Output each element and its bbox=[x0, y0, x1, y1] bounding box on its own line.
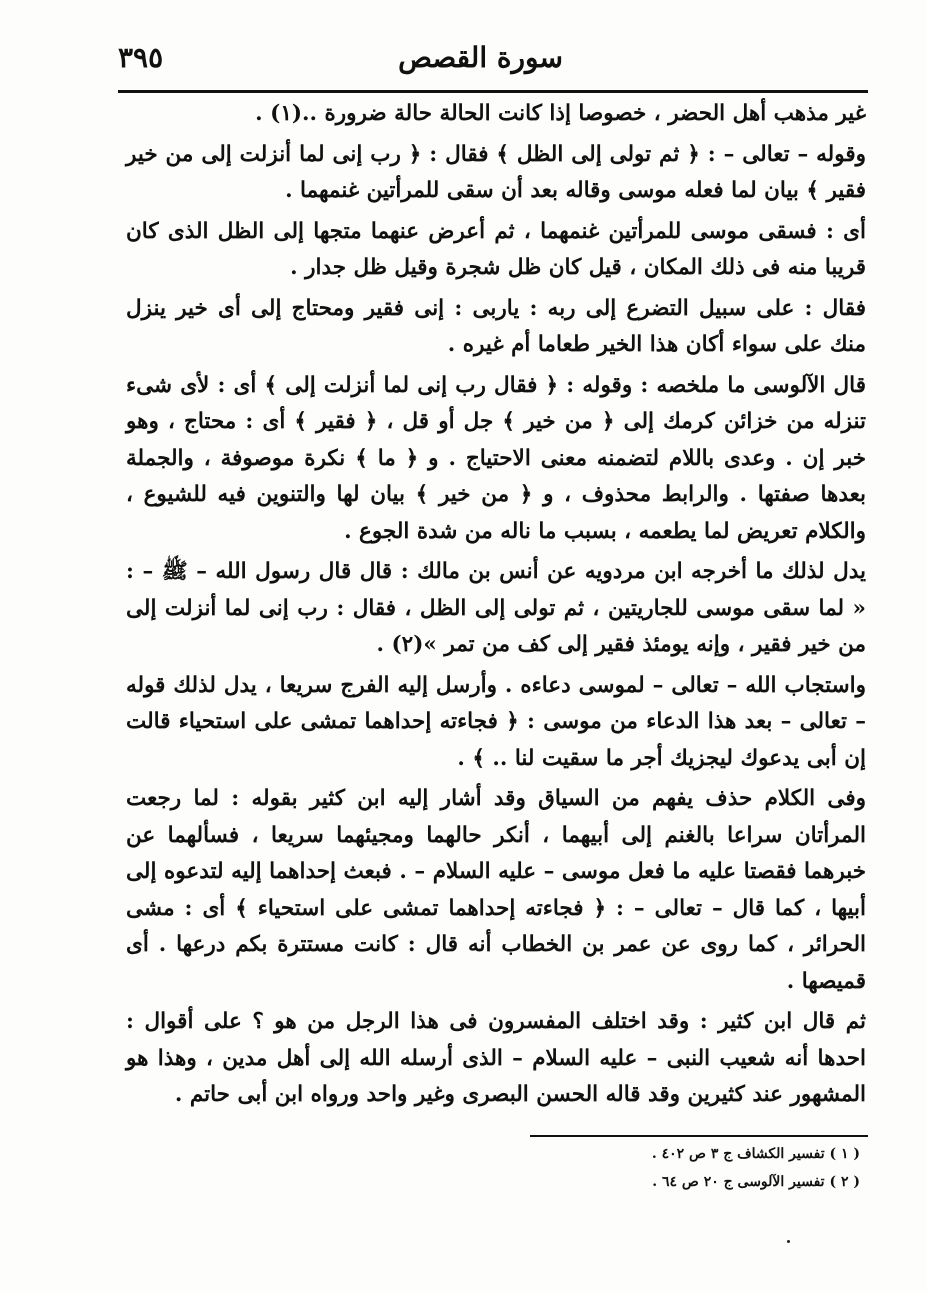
paragraph-8: وفى الكلام حذف يفهم من السياق وقد أشار إليه ابن كثير بقوله : لما رجعت المرأتان سراعا بالغنم إلى أبيهما ، أنكر حالهما ومجيئهما سريعا ، فسألهما عن خبرهما فقصتا عليه ما فعل موسى – عليه السلام – . فبعث إحداهما إليه لتدعوه إلى أبيها ، كما قال – تعالى – : ﴿ فجاءته إحداهما تمشى على استحياء ﴾ أى : مشى الحرائر ، كما روى عن عمر بن الخطاب أنه قال : كانت مستترة بكم درعها . أى قميصها . bbox=[126, 786, 866, 994]
running-head bbox=[118, 38, 863, 82]
header-divider bbox=[118, 90, 868, 93]
footnote-1: ( ١ ) تفسير الكشاف ج ٣ ص ٤٠٢ . bbox=[651, 1146, 860, 1162]
paragraph-7: واستجاب الله – تعالى – لموسى دعاءه . وأرسل إليه الفرج سريعا ، يدل لذلك قوله – تعالى – بعد هذا الدعاء من موسى : ﴿ فجاءته إحداهما تمشى على استحياء قالت إن أبى يدعوك ليجزيك أجر ما سقيت لنا .. ﴾ . bbox=[126, 672, 866, 771]
page-number: ٣٩٥ bbox=[118, 41, 164, 74]
print-speck bbox=[787, 1240, 790, 1243]
footnote-divider bbox=[530, 1135, 868, 1137]
paragraph-6: يدل لذلك ما أخرجه ابن مردويه عن أنس بن مالك : قال قال رسول الله – ﷺ – : « لما سقى موسى للجاريتين ، ثم تولى إلى الظل ، فقال : رب إنى لما أنزلت إلى من خير فقير ، وإنه يومئذ فقير إلى كف من تمر »(٢) . bbox=[126, 559, 866, 657]
paragraph-4: فقال : على سبيل التضرع إلى ربه : ياربى : إنى فقير ومحتاج إلى أى خير ينزل منك على سواء أكان هذا الخير طعاما أم غيره . bbox=[126, 295, 866, 357]
body-text bbox=[120, 96, 872, 1114]
surah-title: سورة القصص bbox=[398, 41, 563, 74]
footnote-2: ( ٢ ) تفسير الآلوسى ج ٢٠ ص ٦٤ . bbox=[652, 1174, 860, 1190]
paragraph-2: وقوله – تعالى – : ﴿ ثم تولى إلى الظل ﴾ فقال : ﴿ رب إنى لما أنزلت إلى من خير فقير ﴾ بيان لما فعله موسى وقاله بعد أن سقى للمرأتين غنمهما . bbox=[126, 141, 866, 203]
paragraph-1: غير مذهب أهل الحضر ، خصوصا إذا كانت الحالة حالة ضرورة ..(١) . bbox=[255, 101, 866, 126]
paragraph-5: قال الآلوسى ما ملخصه : وقوله : ﴿ فقال رب إنى لما أنزلت إلى ﴾ أى : لأى شىء تنزله من خزائن كرمك إلى ﴿ من خير ﴾ جل أو قل ، ﴿ فقير ﴾ أى : محتاج ، وهو خبر إن . وعدى باللام لتضمنه معنى الاحتياج . و ﴿ ما ﴾ نكرة موصوفة ، والجملة بعدها صفتها . والرابط محذوف ، و ﴿ من خير ﴾ بيان لها والتنوين فيه للشيوع ، والكلام تعريض لما يطعمه ، بسبب ما ناله من شدة الجوع . bbox=[126, 372, 866, 544]
footnotes bbox=[530, 1140, 860, 1196]
paragraph-3: أى : فسقى موسى للمرأتين غنمهما ، ثم أعرض عنهما متجها إلى الظل الذى كان قريبا منه فى ذلك المكان ، قيل كان ظل شجرة وقيل ظل جدار . bbox=[126, 218, 866, 280]
paragraph-9: ثم قال ابن كثير : وقد اختلف المفسرون فى هذا الرجل من هو ؟ على أقوال : احدها أنه شعيب النبى – عليه السلام – الذى أرسله الله إلى أهل مدين ، وهذا هو المشهور عند كثيرين وقد قاله الحسن البصرى وغير واحد ورواه ابن أبى حاتم . bbox=[126, 1009, 866, 1107]
